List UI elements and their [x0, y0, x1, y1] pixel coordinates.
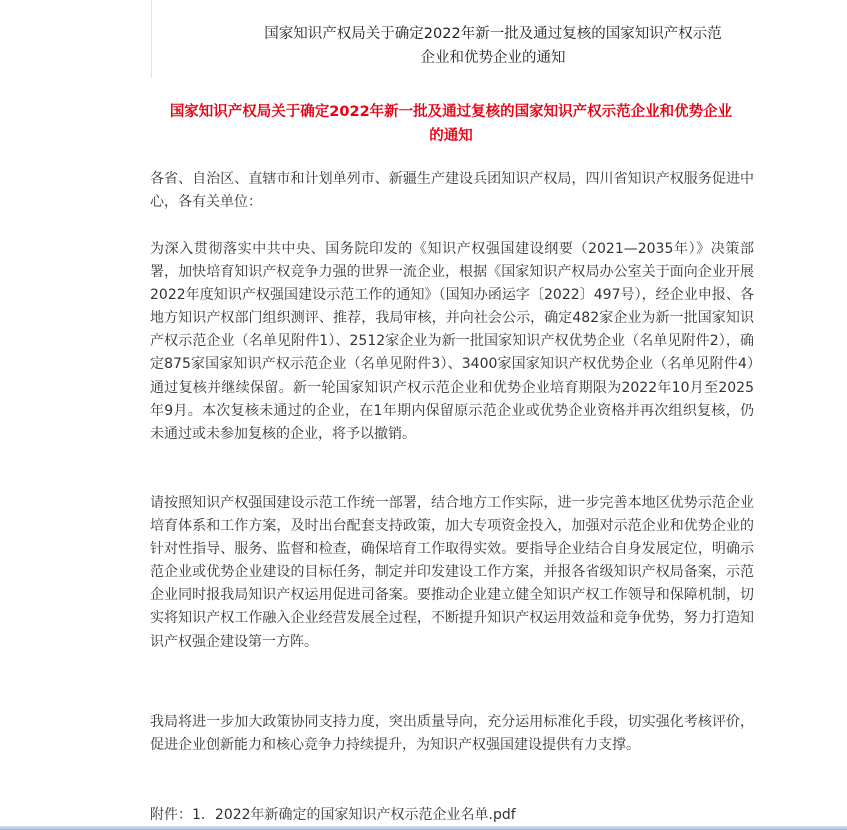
window-bottom-bar	[0, 826, 847, 830]
article-title-line1: 国家知识产权局关于确定2022年新一批及通过复核的国家知识产权示范企业和优势企业	[169, 104, 733, 120]
notice-header	[151, 0, 834, 78]
header-title-line1: 国家知识产权局关于确定2022年新一批及通过复核的国家知识产权示范	[264, 26, 722, 42]
body-paragraph-2: 请按照知识产权强国建设示范工作统一部署，结合地方工作实际，进一步完善本地区优势示范企业培育体系和工作方案，及时出台配套支持政策，加大专项资金投入，加强对示范企业和优势企业的针对性指导、服务、监督和检查，确保培育工作取得实效。要指导企业结合自身发展定位，明确示范企业或优势企业建设的目标任务，制定并印发建设工作方案，并报各省级知识产权局备案，示范企业同时报我局知识产权运用促进司备案。要推动企业建立健全知识产权工作领导和保障机制，切实将知识产权工作融入企业经营发展全过程，不断提升知识产权运用效益和竞争优势，努力打造知识产权强企建设第一方阵。	[150, 495, 754, 650]
greeting-paragraph: 各省、自治区、直辖市和计划单列市、新疆生产建设兵团知识产权局，四川省知识产权服务促进中心，各有关单位：	[150, 171, 754, 211]
article-title	[150, 100, 752, 148]
article-title-line2: 的通知	[429, 128, 473, 144]
header-title	[152, 22, 834, 70]
body-paragraph-3: 我局将进一步加大政策协同支持力度，突出质量导向，充分运用标准化手段，切实强化考核评价，促进企业创新能力和核心竞争力持续提升，为知识产权强国建设提供有力支撑。	[150, 714, 754, 754]
header-title-line2: 企业和优势企业的通知	[420, 50, 566, 66]
body-paragraph-1: 为深入贯彻落实中共中央、国务院印发的《知识产权强国建设纲要（2021—2035年）》决策部署，加快培育知识产权竞争力强的世界一流企业，根据《国家知识产权局办公室关于面向企业开展2022年度知识产权强国建设示范工作的通知》（国知办函运字〔2022〕497号），经企业申报、各地方知识产权部门组织测评、推荐，我局审核，并向社会公示，确定482家企业为新一批国家知识产权示范企业（名单见附件1）、2512家企业为新一批国家知识产权优势企业（名单见附件2），确定875家国家知识产权示范企业（名单见附件3）、3400家国家知识产权优势企业（名单见附件4）通过复核并继续保留。新一轮国家知识产权示范企业和优势企业培育期限为2022年10月至2025年9月。本次复核未通过的企业，在1年期内保留原示范企业或优势企业资格并再次组织复核，仍未通过或未参加复核的企业，将予以撤销。	[150, 241, 754, 442]
attachment-link[interactable]: 附件：1．2022年新确定的国家知识产权示范企业名单.pdf	[150, 807, 516, 823]
